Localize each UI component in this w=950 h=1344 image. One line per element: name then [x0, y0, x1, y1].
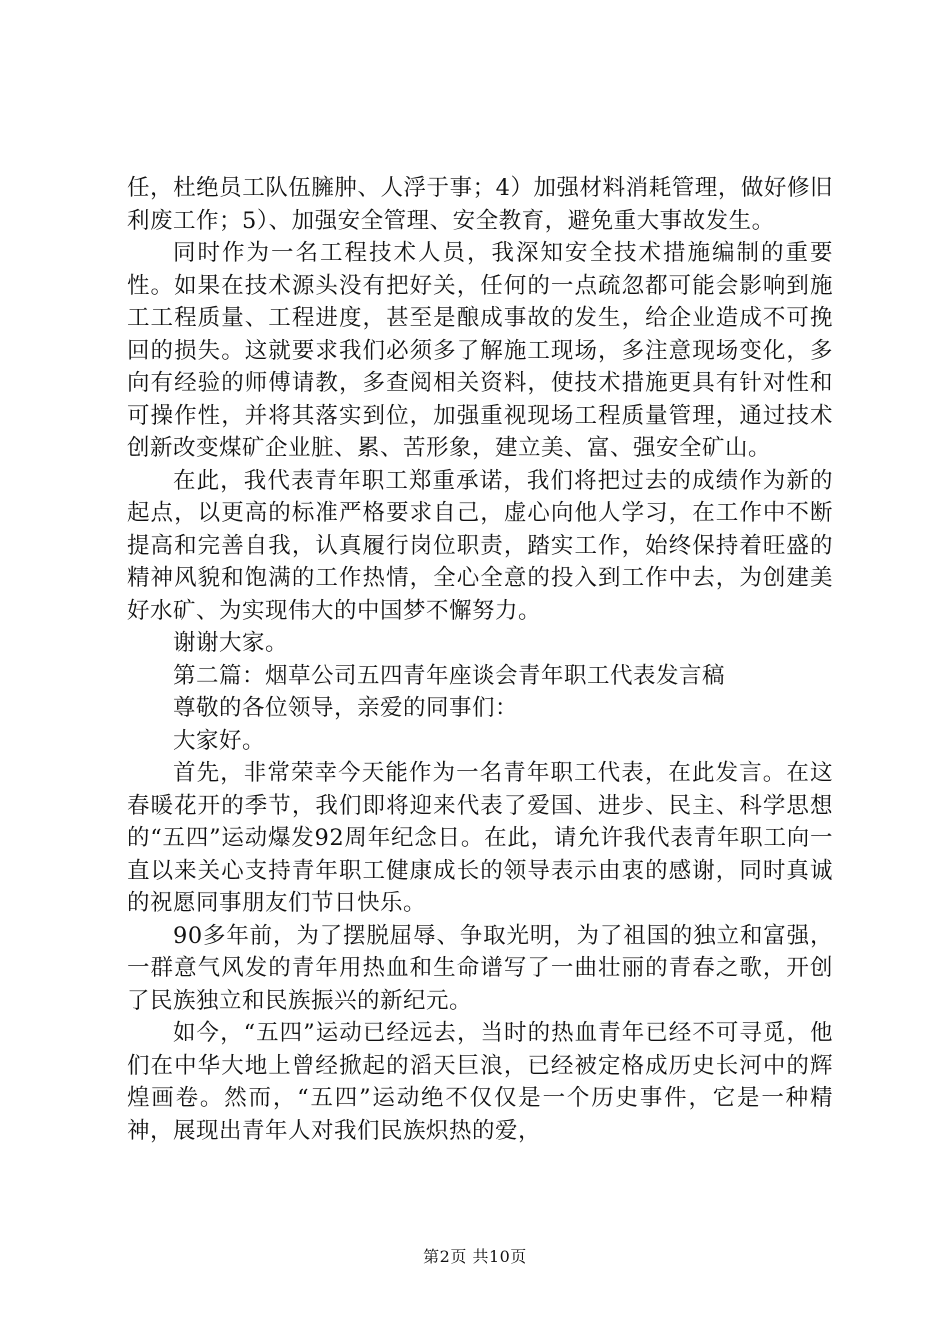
greeting: 大家好。 [173, 727, 266, 754]
page-footer: 第2页 共10页 [423, 1247, 527, 1266]
document-body [127, 172, 833, 1147]
paragraph-thanks: 谢谢大家。 [173, 630, 289, 656]
paragraph-commitment: 在此，我代表青年职工郑重承诺，我们将把过去的成绩作为新的起点，以更高的标准严格要求自己，虚心向他人学习，在工作中不断提高和完善自我，认真履行岗位职责，踏实工作，始终保持着旺盛的精神风貌和饱满的工作热情，全心全意的投入到工作中去，为创建美好水矿、为实现伟大的中国梦不懈努力。 [127, 467, 833, 624]
paragraph-spirit: 如今，“五四”运动已经远去，当时的热血青年已经不可寻觅，他们在中华大地上曾经掀起的滔天巨浪，已经被定格成历史长河中的辉煌画卷。然而，“五四”运动绝不仅仅是一个历史事件，它是一种精神，展现出青年人对我们民族炽热的爱， [127, 1020, 833, 1144]
paragraph-opening: 首先，非常荣幸今天能作为一名青年职工代表，在此发言。在这春暖花开的季节，我们即将迎来代表了爱国、进步、民主、科学思想的“五四”运动爆发92周年纪念日。在此，请允许我代表青年职工向一直以来关心支持青年职工健康成长的领导表示由衷的感谢，同时真诚的祝愿同事朋友们节日快乐。 [127, 760, 833, 916]
paragraph-history: 90多年前，为了摆脱屈辱、争取光明，为了祖国的独立和富强，一群意气风发的青年用热血和生命谱写了一曲壮丽的青春之歌，开创了民族独立和民族振兴的新纪元。 [127, 922, 833, 1014]
paragraph-continuation: 任，杜绝员工队伍臃肿、人浮于事；4）加强材料消耗管理，做好修旧利废工作；5）、加强安全管理、安全教育，避免重大事故发生。 [127, 175, 833, 234]
salutation: 尊敬的各位领导，亲爱的同事们： [173, 695, 519, 721]
section-heading: 第二篇：烟草公司五四青年座谈会青年职工代表发言稿 [173, 662, 726, 689]
paragraph-safety-measures: 同时作为一名工程技术人员，我深知安全技术措施编制的重要性。如果在技术源头没有把好关，任何的一点疏忽都可能会影响到施工工程质量、工程进度，甚至是酿成事故的发生，给企业造成不可挽回的损失。这就要求我们必须多了解施工现场，多注意现场变化，多向有经验的师傅请教，多查阅相关资料，使技术措施更具有针对性和可操作性，并将其落实到位，加强重视现场工程质量管理，通过技术创新改变煤矿企业脏、累、苦形象，建立美、富、强安全矿山。 [127, 240, 833, 461]
